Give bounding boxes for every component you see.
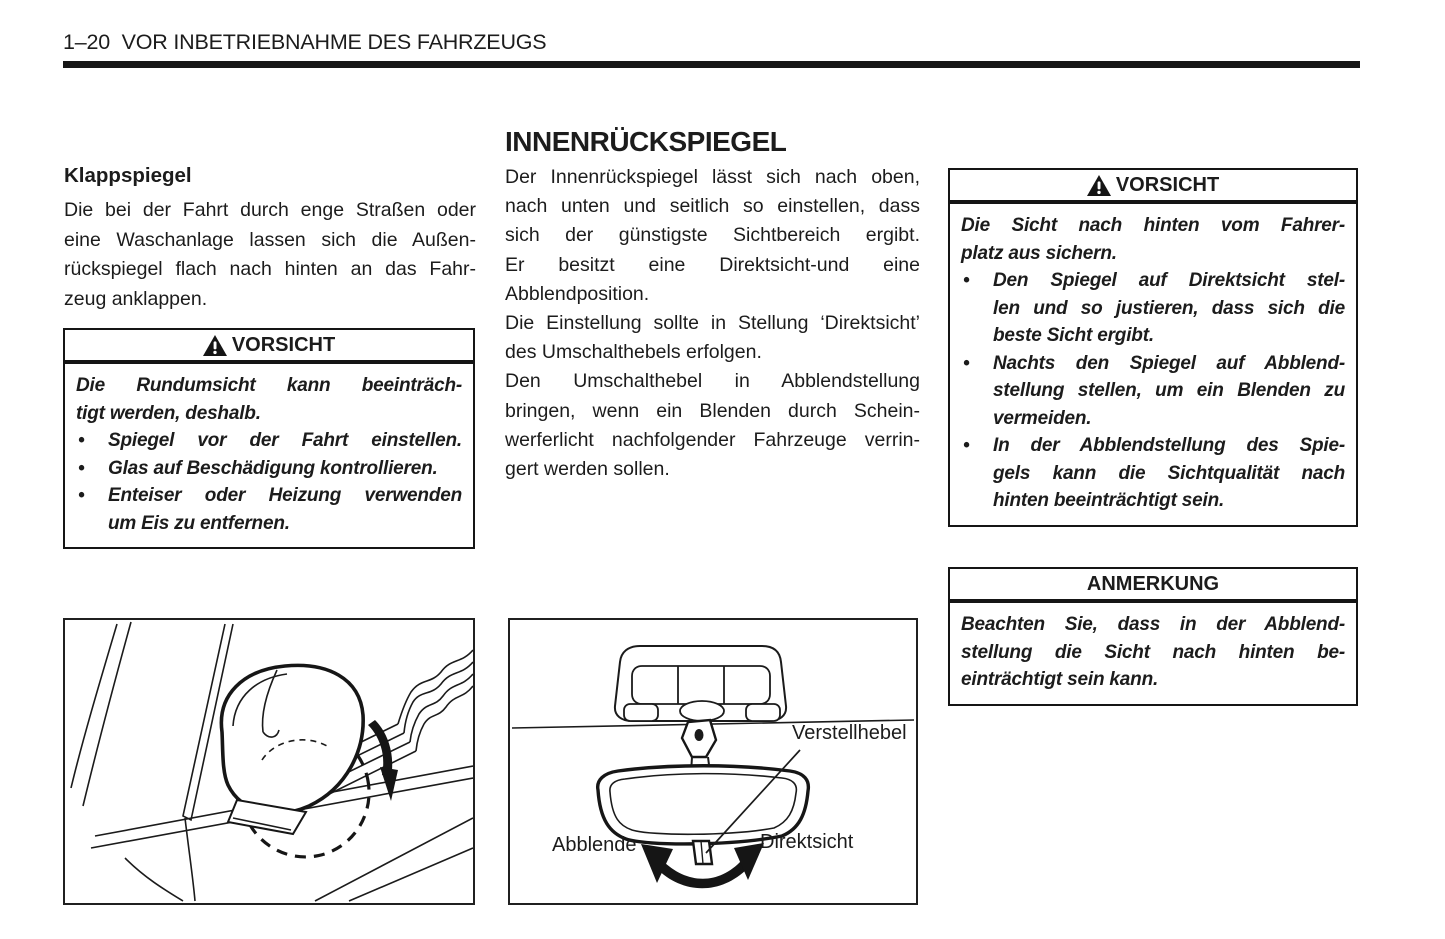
section-heading-klappspiegel: Klappspiegel — [64, 164, 192, 187]
caution-intro — [76, 372, 462, 427]
paragraph-2 — [505, 309, 920, 367]
text-line: Glas auf Beschädigung kontrollieren. — [108, 457, 438, 479]
figure-rearview-mirror — [508, 618, 918, 905]
bullet-dot: • — [963, 435, 970, 456]
text-line: len und so justieren, dass sich die — [993, 297, 1345, 319]
text-line: Die bei der Fahrt durch enge Straßen oder — [64, 199, 476, 221]
caution-box-right-body — [950, 204, 1356, 525]
text-line: um Eis zu entfernen. — [108, 512, 290, 534]
text-line: werferlicht nachfolgender Fahrzeuge verrin- — [505, 428, 920, 451]
text-line: hinten beeinträchtigt sein. — [993, 490, 1225, 511]
text-line: gert werden sollen. — [505, 458, 670, 481]
text-line: nach unten und seitlich so einstellen, dass — [505, 195, 920, 218]
text-line: bringen, wenn ein Blenden durch Schein- — [505, 399, 920, 422]
side-mirror-illustration — [65, 620, 473, 903]
label-abblende: Abblende — [552, 834, 637, 856]
note-box-body — [950, 603, 1356, 704]
caution-box-left-title — [65, 330, 473, 364]
bullet-item — [961, 432, 1345, 515]
note-box — [948, 567, 1358, 706]
bullet-item — [961, 350, 1345, 433]
text-line: Er besitzt eine Direktsicht-und eine — [505, 253, 920, 276]
caution-box-right — [948, 168, 1358, 527]
bullet-item — [961, 267, 1345, 350]
header-rule — [63, 61, 1360, 68]
caution-box-left — [63, 328, 475, 549]
text-line: Enteiser oder Heizung verwenden — [108, 485, 462, 506]
note-title-text: ANMERKUNG — [1086, 573, 1220, 595]
text-line: eine Waschanlage lassen sich die Außen- — [64, 228, 476, 251]
innenrueckspiegel-text — [505, 163, 920, 484]
label-direktsicht: Direktsicht — [760, 831, 854, 853]
caution-box-left-body — [65, 364, 473, 547]
text-line: sich der günstigste Sichtbereich ergibt. — [505, 224, 920, 247]
caution-bullet-list — [961, 267, 1345, 515]
warning-triangle-icon — [203, 335, 227, 356]
text-line: Die Einstellung sollte in Stellung ‘Direktsicht’ — [505, 312, 920, 335]
bullet-dot: • — [78, 457, 85, 479]
rearview-mirror-illustration — [510, 620, 916, 903]
caution-bullet-list — [76, 427, 462, 537]
warning-triangle-icon — [1087, 175, 1111, 196]
text-line: platz aus sichern. — [961, 242, 1117, 264]
paragraph-3 — [505, 367, 920, 484]
label-verstellhebel: Verstellhebel — [792, 722, 907, 744]
text-line: einträchtigt sein kann. — [961, 669, 1159, 690]
section-heading-innenrueckspiegel: INNENRÜCKSPIEGEL — [505, 126, 787, 157]
text-line: zeug anklappen. — [64, 287, 208, 310]
bullet-dot: • — [963, 270, 970, 291]
caution-box-right-title — [950, 170, 1356, 204]
caution-intro — [961, 212, 1345, 267]
text-line: rückspiegel flach nach hinten an das Fahr- — [64, 258, 476, 280]
bullet-dot: • — [78, 430, 85, 451]
text-line: Den Umschalthebel in Abblendstellung — [505, 370, 920, 393]
text-line: Spiegel vor der Fahrt einstellen. — [108, 430, 462, 451]
bullet-dot: • — [78, 485, 85, 506]
bullet-item — [76, 427, 462, 455]
bullet-dot: • — [963, 352, 970, 374]
bullet-item — [76, 482, 462, 537]
text-line: Die Sicht nach hinten vom Fahrer- — [961, 215, 1345, 236]
text-line: gels kann die Sichtqualität nach — [993, 462, 1345, 484]
caution-title-text: VORSICHT — [231, 334, 336, 356]
text-line: tigt werden, deshalb. — [76, 402, 261, 424]
note-box-title — [950, 569, 1356, 603]
text-line: Den Spiegel auf Direktsicht stel- — [993, 270, 1345, 291]
paragraph-1 — [505, 163, 920, 309]
page-header: 1–20 VOR INBETRIEBNAHME DES FAHRZEUGS — [63, 30, 547, 54]
text-line: Beachten Sie, dass in der Abblend- — [961, 614, 1345, 635]
klappspiegel-paragraph — [64, 196, 476, 314]
text-line: Abblendposition. — [505, 282, 650, 305]
text-line: stellung stellen, um ein Blenden zu — [993, 380, 1345, 401]
text-line: In der Abblendstellung des Spie- — [993, 435, 1345, 456]
text-line: Die Rundumsicht kann beeinträch- — [76, 375, 462, 396]
text-line: vermeiden. — [993, 407, 1092, 429]
text-line: Der Innenrückspiegel lässt sich nach oben, — [505, 166, 920, 188]
bullet-item — [76, 455, 462, 483]
caution-title-text: VORSICHT — [1115, 174, 1220, 196]
text-line: beste Sicht ergibt. — [993, 325, 1154, 346]
text-line: Nachts den Spiegel auf Abblend- — [993, 352, 1345, 374]
text-line: stellung die Sicht nach hinten be- — [961, 641, 1345, 663]
text-line: des Umschalthebels erfolgen. — [505, 341, 762, 364]
figure-side-mirror — [63, 618, 475, 905]
